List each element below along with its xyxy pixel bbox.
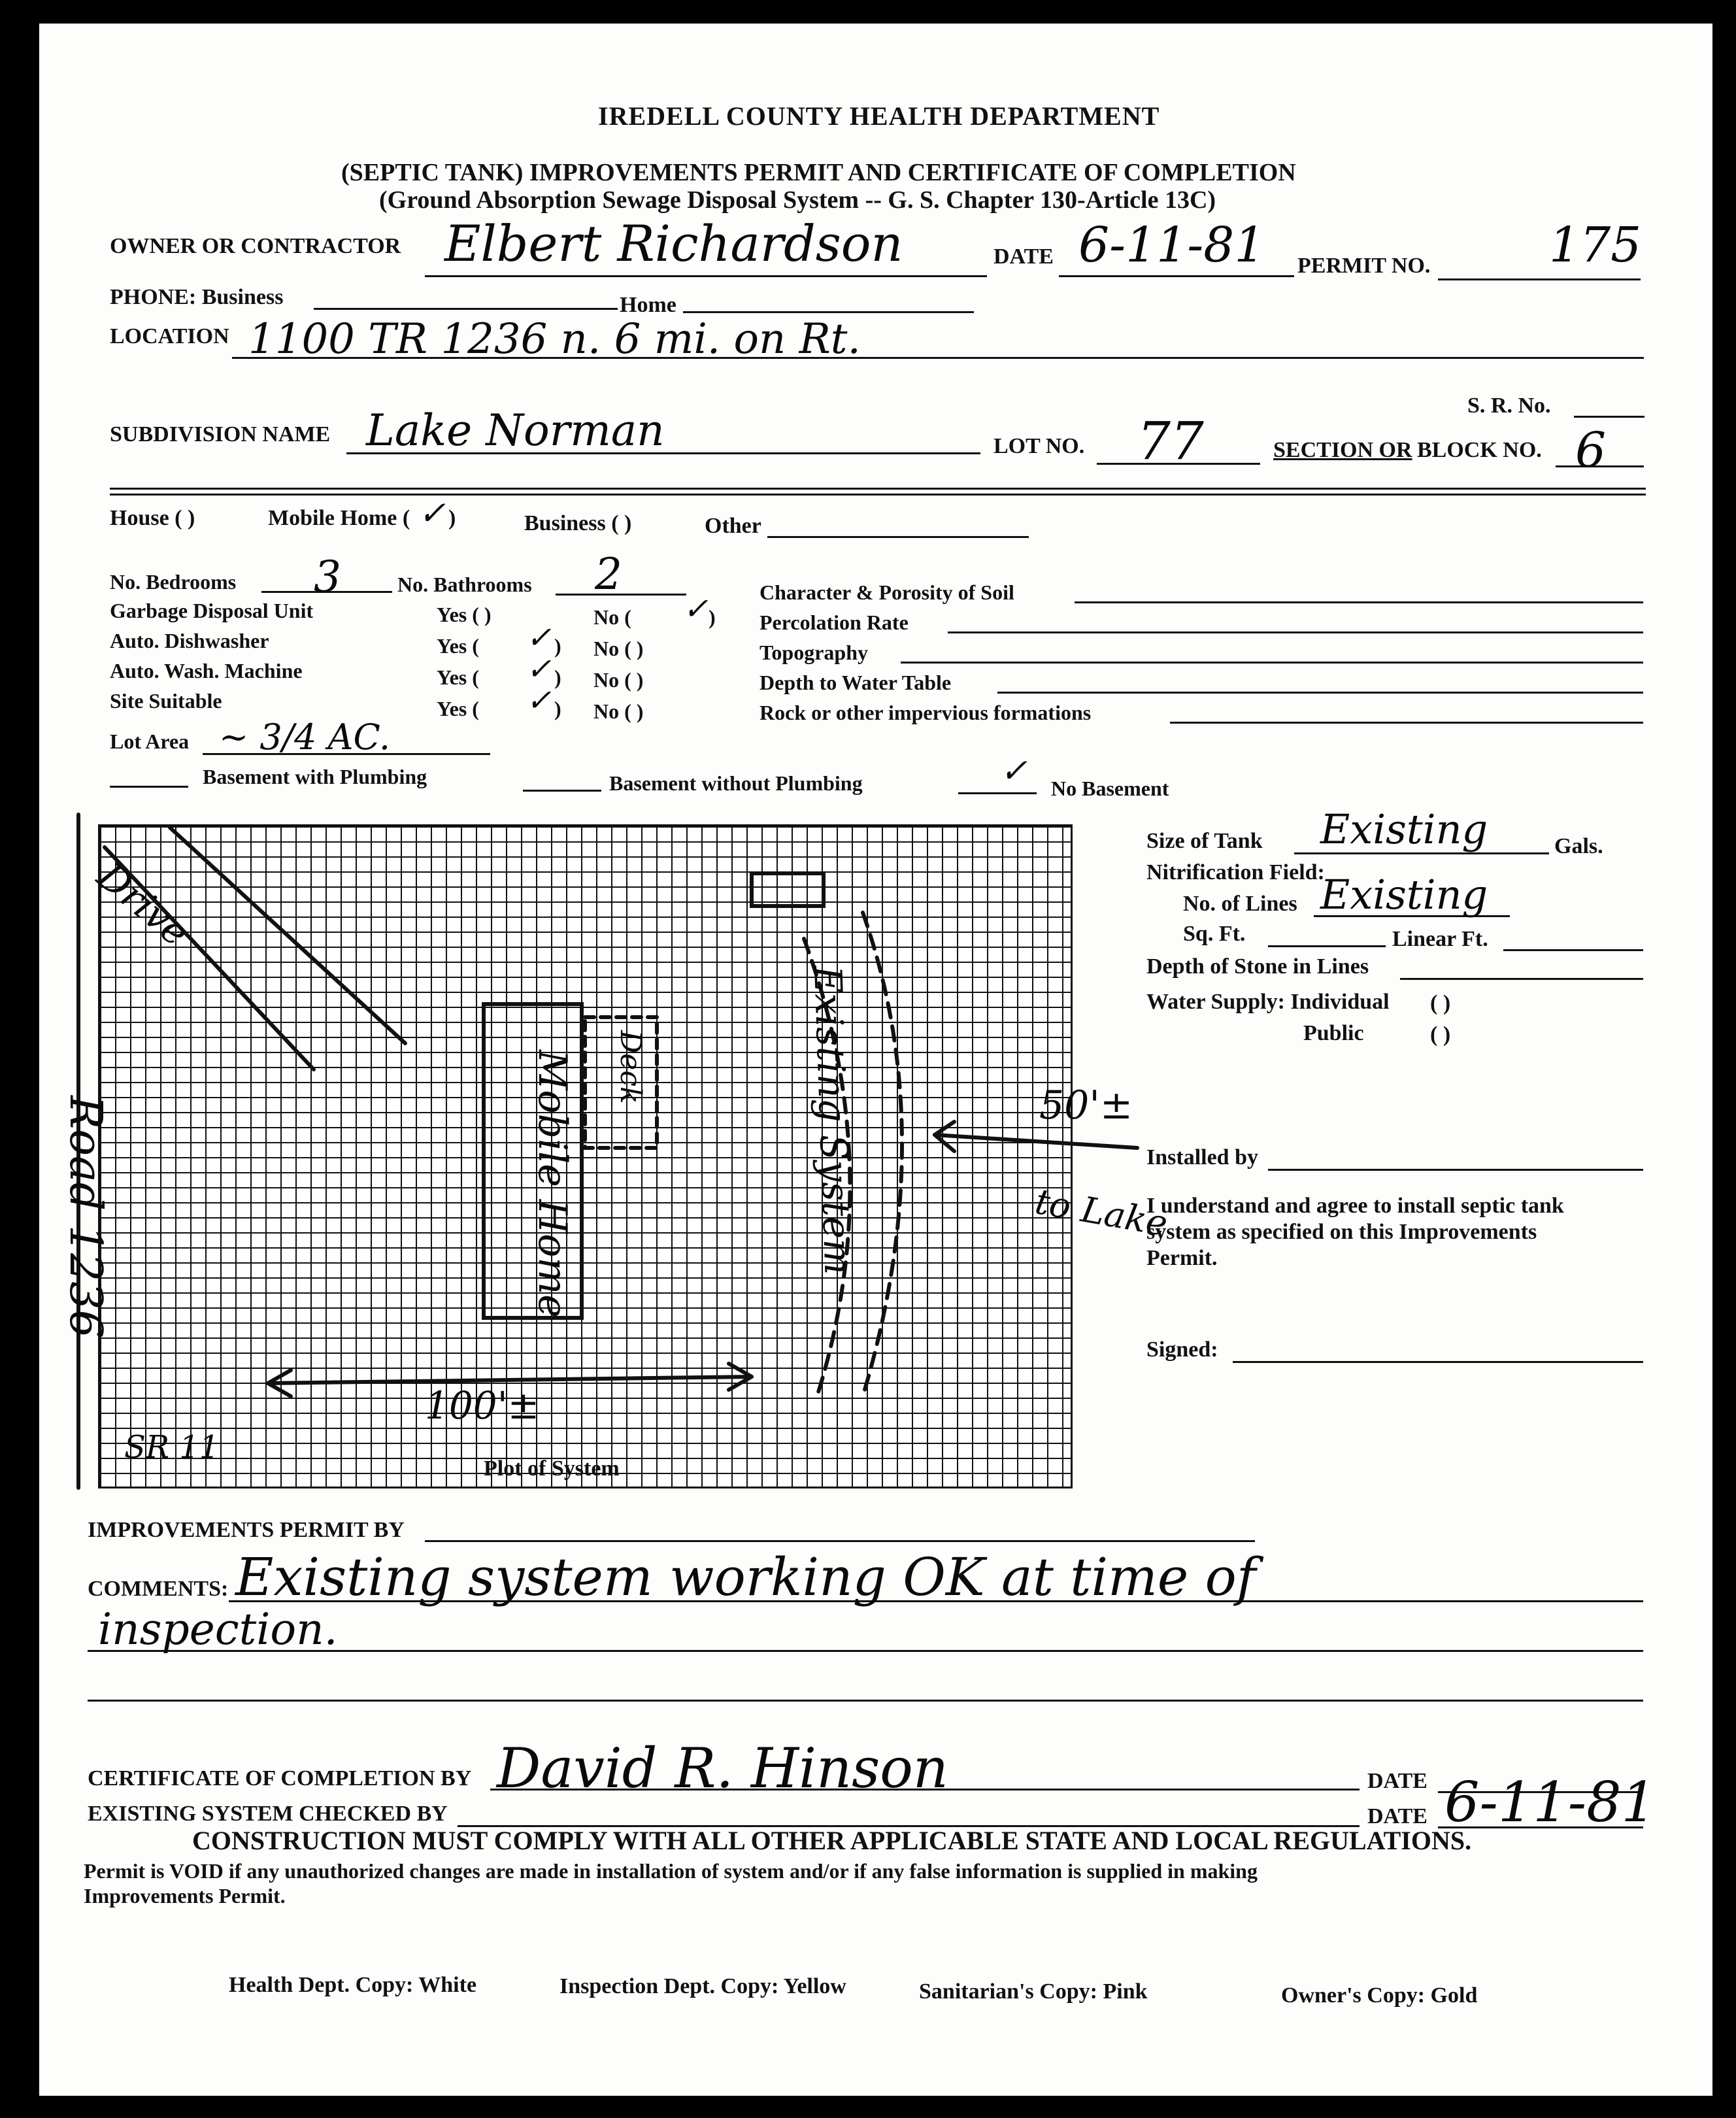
copy-health: Health Dept. Copy: White bbox=[229, 1973, 477, 1997]
permit-page bbox=[39, 24, 1712, 2096]
existing-checked-label: EXISTING SYSTEM CHECKED BY bbox=[88, 1802, 448, 1826]
water-public-paren: ( ) bbox=[1430, 1022, 1451, 1047]
no-basement-check: ✓ bbox=[1000, 752, 1027, 790]
lot-area-label: Lot Area bbox=[110, 730, 190, 753]
plot-mobile-home-label: Mobile Home bbox=[529, 1050, 575, 1318]
no-basement-label: No Basement bbox=[1051, 777, 1169, 800]
plot-width: 100'± bbox=[425, 1383, 540, 1428]
form-title: (SEPTIC TANK) IMPROVEMENTS PERMIT AND CERTIFICATE OF COMPLETION bbox=[341, 159, 1296, 186]
house-option: House ( ) bbox=[110, 506, 195, 530]
water-table-label: Depth to Water Table bbox=[760, 671, 952, 694]
existing-date-label: DATE bbox=[1367, 1804, 1427, 1828]
site-suitable-yes-close: ) bbox=[554, 697, 561, 720]
agreement-line-2: system as specified on this Improvements bbox=[1146, 1220, 1537, 1244]
date-value: 6-11-81 bbox=[1078, 217, 1265, 273]
site-suitable-yes: Yes ( bbox=[437, 697, 479, 720]
mobile-home-check: ✓ bbox=[418, 494, 446, 532]
plot-road-label: Road 1236 bbox=[59, 1096, 111, 1338]
improvements-permit-by-label: IMPROVEMENTS PERMIT BY bbox=[88, 1518, 405, 1542]
comments-line-2: inspection. bbox=[98, 1604, 338, 1655]
dishwasher-yes-check: ✓ bbox=[526, 620, 552, 655]
agreement-line-3: Permit. bbox=[1146, 1246, 1218, 1270]
wash-machine-yes-check: ✓ bbox=[526, 651, 552, 686]
business-option: Business ( ) bbox=[524, 511, 632, 535]
copy-inspection: Inspection Dept. Copy: Yellow bbox=[559, 1974, 846, 1998]
mobile-home-label: Mobile Home ( bbox=[268, 506, 410, 530]
owner-value: Elbert Richardson bbox=[444, 214, 903, 273]
topography-label: Topography bbox=[760, 641, 868, 664]
tank-size-value: Existing bbox=[1320, 805, 1488, 853]
site-suitable-label: Site Suitable bbox=[110, 689, 222, 713]
dishwasher-label: Auto. Dishwasher bbox=[110, 629, 269, 652]
phone-business-label: PHONE: Business bbox=[110, 285, 284, 309]
department-name: IREDELL COUNTY HEALTH DEPARTMENT bbox=[598, 101, 1160, 131]
section-label: SECTION OR bbox=[1273, 438, 1412, 462]
water-individual-paren: ( ) bbox=[1430, 991, 1451, 1015]
tank-size-label: Size of Tank bbox=[1146, 829, 1263, 853]
plot-grid bbox=[98, 824, 1073, 1488]
signed-label: Signed: bbox=[1146, 1337, 1218, 1362]
lines-label: No. of Lines bbox=[1183, 892, 1297, 916]
lot-no-value: 77 bbox=[1137, 411, 1204, 471]
wash-machine-yes-close: ) bbox=[554, 665, 561, 689]
comments-line-1: Existing system working OK at time of bbox=[235, 1547, 1256, 1607]
owner-label: OWNER OR CONTRACTOR bbox=[110, 234, 401, 258]
rock-label: Rock or other impervious formations bbox=[760, 701, 1092, 724]
inspector-signature: David R. Hinson bbox=[497, 1736, 948, 1800]
mobile-home-paren-close: ) bbox=[448, 506, 456, 530]
nitrification-label: Nitrification Field: bbox=[1146, 860, 1325, 884]
subdivision-label: SUBDIVISION NAME bbox=[110, 422, 331, 446]
bathrooms-value: 2 bbox=[595, 549, 622, 599]
date-label: DATE bbox=[993, 244, 1054, 269]
garbage-no: No ( bbox=[593, 605, 631, 629]
existing-date-value: 6-11-81 bbox=[1444, 1770, 1656, 1834]
soil-character-label: Character & Porosity of Soil bbox=[760, 580, 1014, 604]
section-divider bbox=[110, 488, 1646, 496]
water-supply-label: Water Supply: Individual bbox=[1146, 990, 1390, 1014]
gals-label: Gals. bbox=[1554, 834, 1603, 858]
plot-lake-distance: 50'± bbox=[1039, 1083, 1133, 1128]
location-label: LOCATION bbox=[110, 324, 229, 348]
sqft-label: Sq. Ft. bbox=[1183, 922, 1246, 946]
certificate-date-label: DATE bbox=[1367, 1769, 1427, 1793]
garbage-label: Garbage Disposal Unit bbox=[110, 599, 314, 622]
other-label: Other bbox=[705, 514, 761, 538]
copy-owner: Owner's Copy: Gold bbox=[1281, 1983, 1478, 2008]
water-public-label: Public bbox=[1303, 1021, 1364, 1045]
sr-no-label: S. R. No. bbox=[1467, 394, 1551, 418]
garbage-yes: Yes ( ) bbox=[437, 603, 492, 626]
linear-ft-label: Linear Ft. bbox=[1392, 927, 1488, 951]
garbage-no-close: ) bbox=[709, 605, 716, 629]
dishwasher-yes-close: ) bbox=[554, 634, 561, 658]
lot-no-label: LOT NO. bbox=[993, 434, 1085, 458]
void-notice-2: Improvements Permit. bbox=[84, 1884, 286, 1908]
wash-machine-no: No ( ) bbox=[593, 668, 644, 692]
block-no-value: 6 bbox=[1575, 422, 1607, 479]
plot-road-code: SR 11 bbox=[124, 1429, 220, 1466]
installed-by-label: Installed by bbox=[1146, 1145, 1258, 1169]
plot-existing-system-label: Existing System bbox=[805, 965, 861, 1276]
construction-notice: CONSTRUCTION MUST COMPLY WITH ALL OTHER APPLICABLE STATE AND LOCAL REGULATIONS. bbox=[192, 1826, 1472, 1855]
certificate-completion-label: CERTIFICATE OF COMPLETION BY bbox=[88, 1766, 472, 1790]
block-no-label: BLOCK NO. bbox=[1417, 438, 1542, 462]
form-subtitle: (Ground Absorption Sewage Disposal System -- G. S. Chapter 130-Article 13C) bbox=[379, 186, 1216, 214]
percolation-label: Percolation Rate bbox=[760, 611, 909, 634]
plot-to-lake: to Lake bbox=[1032, 1181, 1171, 1245]
wash-machine-label: Auto. Wash. Machine bbox=[110, 659, 303, 682]
comments-label: COMMENTS: bbox=[88, 1577, 229, 1601]
lines-value: Existing bbox=[1320, 871, 1488, 918]
copy-sanitarian: Sanitarian's Copy: Pink bbox=[919, 1979, 1148, 2004]
wash-machine-yes: Yes ( bbox=[437, 665, 479, 689]
plot-drive-label: Drive bbox=[89, 854, 198, 955]
basement-without-label: Basement without Plumbing bbox=[609, 771, 863, 795]
permit-no-value: 175 bbox=[1549, 217, 1642, 273]
site-suitable-no: No ( ) bbox=[593, 699, 644, 723]
bedrooms-label: No. Bedrooms bbox=[110, 570, 237, 594]
void-notice-1: Permit is VOID if any unauthorized changes are made in installation of system and/or if any false information is supplied in making bbox=[84, 1859, 1258, 1883]
bathrooms-label: No. Bathrooms bbox=[397, 573, 532, 596]
stone-depth-label: Depth of Stone in Lines bbox=[1146, 954, 1369, 979]
location-value: 1100 TR 1236 n. 6 mi. on Rt. bbox=[248, 315, 861, 363]
dishwasher-no: No ( ) bbox=[593, 637, 644, 660]
site-suitable-yes-check: ✓ bbox=[526, 682, 552, 718]
phone-home-label: Home bbox=[620, 293, 676, 317]
garbage-no-check: ✓ bbox=[683, 591, 709, 626]
subdivision-value: Lake Norman bbox=[366, 405, 665, 456]
lot-area-value: ~ 3/4 AC. bbox=[219, 716, 391, 758]
plot-caption: Plot of System bbox=[484, 1456, 620, 1481]
dishwasher-yes: Yes ( bbox=[437, 634, 479, 658]
basement-with-label: Basement with Plumbing bbox=[203, 765, 427, 788]
plot-deck-label: Deck bbox=[614, 1030, 647, 1104]
agreement-line-1: I understand and agree to install septic tank bbox=[1146, 1194, 1564, 1218]
bedrooms-value: 3 bbox=[314, 552, 341, 602]
permit-no-label: PERMIT NO. bbox=[1297, 254, 1431, 278]
